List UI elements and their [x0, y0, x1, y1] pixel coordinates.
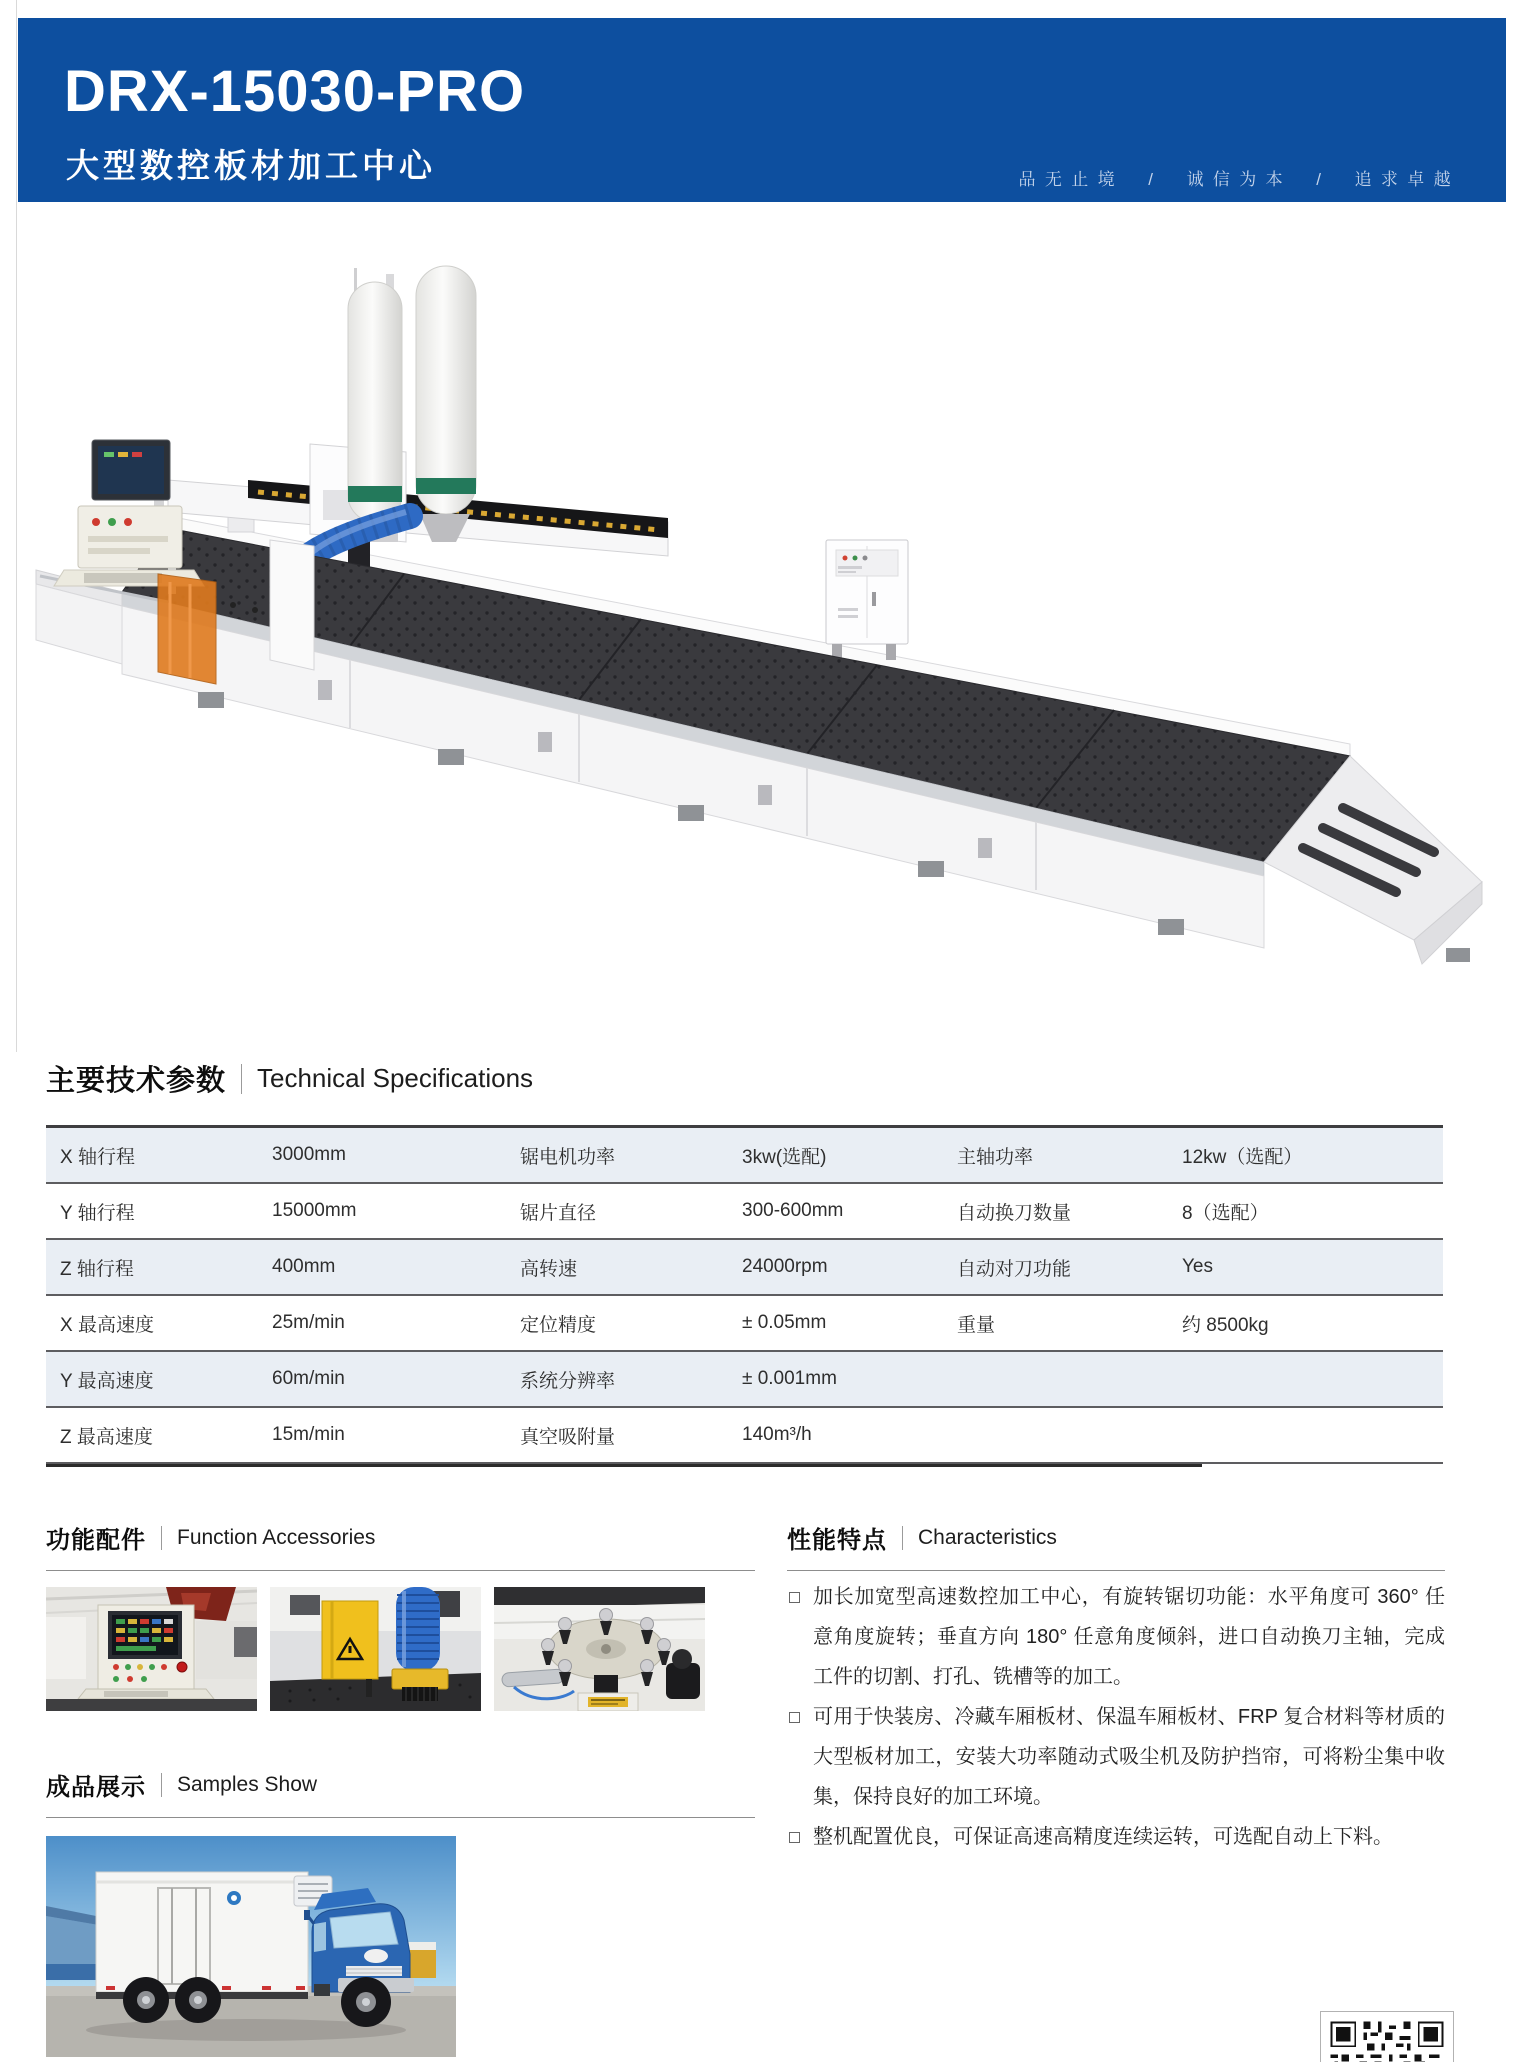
spec-label: Z 最高速度	[60, 1426, 153, 1448]
spindle-dust-hose-photo	[270, 1587, 481, 1711]
specs-title-zh: 主要技术参数	[46, 1065, 227, 1097]
spec-value: 15m/min	[272, 1424, 345, 1445]
section-rule	[46, 1570, 755, 1571]
spec-label: 高转速	[520, 1258, 578, 1280]
auto-tool-changer-photo	[494, 1587, 705, 1711]
spec-label: 自动换刀数量	[957, 1202, 1072, 1224]
table-row	[46, 1240, 1443, 1296]
operator-console	[54, 440, 204, 594]
header-band	[18, 18, 1506, 202]
spec-label: 重量	[957, 1314, 996, 1336]
samples-title-zh: 成品展示	[46, 1774, 146, 1801]
samples-section-header	[46, 1767, 755, 1802]
spec-value: 3kw(选配)	[742, 1146, 827, 1168]
product-subtitle: 大型数控板材加工中心	[66, 147, 436, 184]
spec-label: 真空吸附量	[520, 1426, 616, 1448]
spec-label: Z 轴行程	[60, 1258, 134, 1280]
characteristic-item: 加长加宽型高速数控加工中心，有旋转锯切功能：水平角度可 360° 任意角度旋转；垂直方向 180° 任意角度倾斜，进口自动换刀主轴，完成工件的切割、打孔、铣槽等的加工。	[787, 1577, 1445, 1697]
spec-value: 300-600mm	[742, 1200, 844, 1221]
spec-value: ± 0.001mm	[742, 1368, 837, 1389]
brand-tagline: 品无止境 / 诚信为本 / 追求卓越	[1018, 170, 1460, 189]
spec-value: 140m³/h	[742, 1424, 812, 1445]
spec-label: 主轴功率	[957, 1146, 1034, 1168]
spec-value: 60m/min	[272, 1368, 345, 1389]
spec-table	[46, 1125, 1443, 1467]
samples-title-en: Samples Show	[177, 1772, 318, 1796]
header-divider	[902, 1526, 903, 1550]
table-row	[46, 1408, 1443, 1464]
spec-label: 锯片直径	[520, 1202, 597, 1224]
spec-value: 约 8500kg	[1182, 1314, 1269, 1336]
characteristics-list	[787, 1577, 1445, 1857]
table-row	[46, 1184, 1443, 1240]
section-rule	[46, 1817, 755, 1818]
spec-label: X 最高速度	[60, 1314, 154, 1336]
spec-value: 24000rpm	[742, 1256, 828, 1277]
table-bottom-border	[46, 1464, 1202, 1467]
control-panel-photo	[46, 1587, 257, 1711]
control-cabinet	[826, 540, 908, 660]
specs-section-header	[46, 1058, 1443, 1099]
header-divider	[161, 1773, 162, 1797]
header-divider	[161, 1526, 162, 1550]
spec-value: 25m/min	[272, 1312, 345, 1333]
characteristic-item: 整机配置优良，可保证高速高精度连续运转，可选配自动上下料。	[787, 1817, 1445, 1857]
spec-value: 400mm	[272, 1256, 336, 1277]
characteristics-title-en: Characteristics	[918, 1525, 1057, 1549]
spec-label: 锯电机功率	[520, 1146, 616, 1168]
accessory-photos	[46, 1587, 755, 1711]
section-rule	[787, 1570, 1445, 1571]
left-column	[46, 1520, 755, 2057]
accessories-title-zh: 功能配件	[46, 1527, 146, 1554]
spec-value: Yes	[1182, 1256, 1213, 1277]
spec-label: 系统分辨率	[520, 1370, 616, 1392]
gantry-column	[270, 540, 314, 670]
product-model-title: DRX-15030-PRO	[64, 59, 526, 124]
table-row	[46, 1296, 1443, 1352]
technical-specifications-section	[46, 1058, 1443, 1467]
accessories-section-header	[46, 1520, 755, 1555]
characteristics-section-header	[787, 1520, 1445, 1555]
table-row	[46, 1352, 1443, 1408]
spec-label: Y 轴行程	[60, 1202, 135, 1224]
spec-value: 12kw（选配）	[1182, 1146, 1303, 1168]
specs-title-en: Technical Specifications	[257, 1063, 534, 1093]
spec-value: 8（选配）	[1182, 1202, 1269, 1224]
machine-photo	[18, 240, 1506, 1048]
spec-value: 15000mm	[272, 1200, 357, 1221]
spec-label: 自动对刀功能	[957, 1258, 1072, 1280]
spec-label: X 轴行程	[60, 1146, 135, 1168]
accessories-title-en: Function Accessories	[177, 1525, 376, 1549]
table-row	[46, 1128, 1443, 1184]
characteristics-title-zh: 性能特点	[787, 1527, 887, 1554]
spec-label: 定位精度	[520, 1314, 597, 1336]
qr-code	[1320, 2011, 1454, 2062]
header-divider	[241, 1064, 242, 1094]
characteristics-section	[787, 1520, 1445, 1857]
spec-label: Y 最高速度	[60, 1370, 154, 1392]
spec-value: ± 0.05mm	[742, 1312, 827, 1333]
sample-truck-photo	[46, 1836, 456, 2057]
page-crease-line	[16, 0, 17, 1052]
spec-value: 3000mm	[272, 1144, 346, 1165]
safety-guard	[158, 574, 216, 684]
characteristic-item: 可用于快装房、冷藏车厢板材、保温车厢板材、FRP 复合材料等材质的大型板材加工，安装大功率随动式吸尘机及防护挡帘，可将粉尘集中收集，保持良好的加工环境。	[787, 1697, 1445, 1817]
